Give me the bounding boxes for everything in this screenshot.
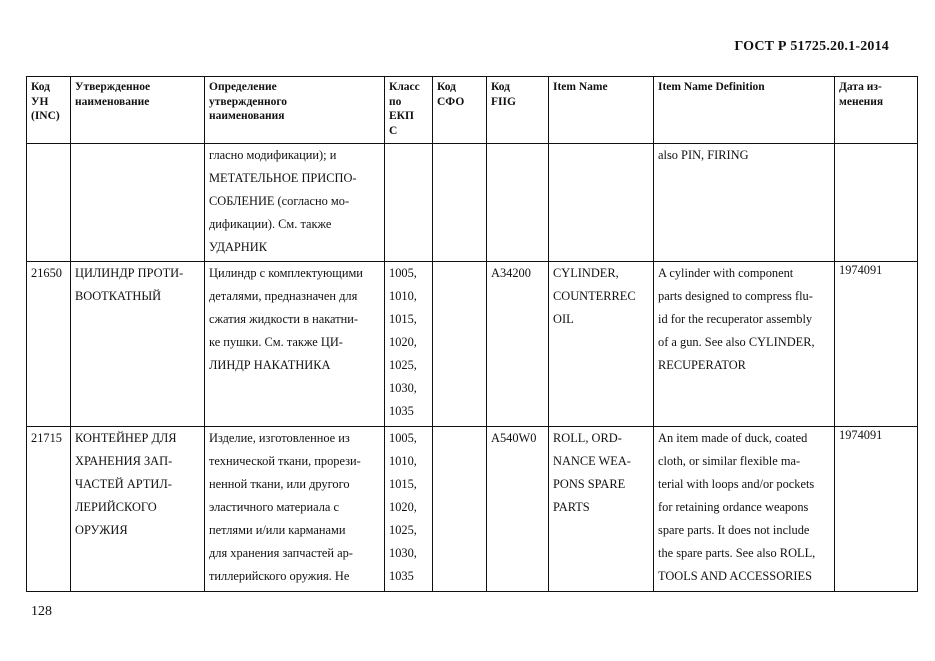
header-line: С	[389, 124, 398, 137]
cell-text-line: 1035	[389, 404, 414, 418]
cell-text-line: 1025,	[389, 523, 417, 537]
header-line: Дата из-	[839, 81, 882, 93]
cell-text-line: петлями и/или карманами	[209, 523, 346, 537]
item-def-cell	[654, 427, 835, 592]
table-row	[27, 144, 918, 262]
cell-text-line: A34200	[491, 266, 531, 280]
header-line: Item Name Definition	[658, 81, 765, 93]
cell-text-line: parts designed to compress flu-	[658, 289, 813, 303]
item-name-cell	[549, 262, 654, 427]
cell-text-line: also PIN, FIRING	[658, 148, 749, 162]
cell-text-line: TOOLS AND ACCESSORIES	[658, 569, 812, 583]
item-def-cell	[654, 262, 835, 427]
cell-text-line: OIL	[553, 312, 574, 326]
cell-text-line: A cylinder with component	[658, 266, 794, 280]
cell-text-line: 1005,	[389, 266, 417, 280]
class-cell	[385, 427, 433, 592]
cell-text-line: ВООТКАТНЫЙ	[75, 289, 162, 303]
col-approved-name-header	[71, 77, 205, 144]
inc-cell	[27, 427, 71, 592]
document-id: ГОСТ Р 51725.20.1-2014	[734, 39, 889, 54]
cell-text-line: PARTS	[553, 500, 590, 514]
cell-text-line: of a gun. See also CYLINDER,	[658, 335, 815, 349]
cell-text-line: 1010,	[389, 454, 417, 468]
approved-name-cell	[71, 427, 205, 592]
cell-text-line: ке пушки. См. также ЦИ-	[209, 335, 343, 349]
header-line: Определение	[209, 81, 277, 93]
header-line: менения	[839, 95, 884, 108]
cell-text-line: for retaining ordance weapons	[658, 500, 809, 514]
header-line: утвержденного	[209, 95, 288, 108]
cell-text-line: МЕТАТЕЛЬНОЕ ПРИСПО-	[209, 171, 357, 185]
sfo-cell	[433, 144, 487, 262]
cell-text-line: СОБЛЕНИЕ (согласно мо-	[209, 194, 350, 208]
header-line: (INC)	[31, 110, 60, 122]
col-date-header	[835, 77, 918, 144]
header-line: УН	[31, 95, 49, 108]
cell-text-line: Изделие, изготовленное из	[209, 431, 350, 445]
cell-text-line: the spare parts. See also ROLL,	[658, 546, 816, 560]
items-table	[26, 76, 918, 592]
header-line: наименования	[209, 110, 285, 122]
header-line: Код	[31, 81, 51, 93]
header-line: ЕКП	[389, 110, 414, 122]
cell-text-line: A540W0	[491, 431, 537, 445]
cell-text-line: ненной ткани, или другого	[209, 477, 350, 491]
cell-text-line: 1974091	[839, 428, 883, 442]
cell-text-line: An item made of duck, coated	[658, 431, 808, 445]
page-number: 128	[31, 604, 52, 619]
cell-text-line: Цилиндр с комплектующими	[209, 266, 363, 280]
header-line: наименование	[75, 95, 150, 108]
header-line: Утвержденное	[75, 81, 151, 93]
approved-name-cell	[71, 262, 205, 427]
header-line: Item Name	[553, 81, 608, 93]
header-line: по	[389, 95, 402, 108]
cell-text-line: 1020,	[389, 500, 417, 514]
cell-text-line: ХРАНЕНИЯ ЗАП-	[75, 454, 173, 468]
cell-text-line: RECUPERATOR	[658, 358, 746, 372]
header-line: FIIG	[491, 95, 516, 108]
cell-text-line: УДАРНИК	[209, 240, 267, 254]
inc-cell	[27, 262, 71, 427]
cell-text-line: гласно модификации); и	[209, 148, 337, 162]
col-item-name-header	[549, 77, 654, 144]
header-line: СФО	[437, 95, 465, 108]
sfo-cell	[433, 427, 487, 592]
cell-text-line: 1030,	[389, 546, 417, 560]
fiig-cell	[487, 144, 549, 262]
cell-text-line: 1035	[389, 569, 414, 583]
table-row	[27, 262, 918, 427]
cell-text-line: 1030,	[389, 381, 417, 395]
cell-text-line: 1005,	[389, 431, 417, 445]
col-definition-header	[205, 77, 385, 144]
cell-text-line: ЧАСТЕЙ АРТИЛ-	[75, 477, 172, 491]
cell-text-line: 21715	[31, 431, 62, 445]
inc-cell	[27, 144, 71, 262]
cell-text-line: дификации). См. также	[209, 217, 332, 231]
header-line: Класс	[389, 81, 420, 93]
cell-text-line: 1020,	[389, 335, 417, 349]
cell-text-line: spare parts. It does not include	[658, 523, 810, 537]
fiig-cell	[487, 427, 549, 592]
cell-text-line: КОНТЕЙНЕР ДЛЯ	[75, 431, 177, 445]
date-cell	[835, 427, 918, 592]
definition-cell	[205, 262, 385, 427]
col-inc-header	[27, 77, 71, 144]
item-name-cell	[549, 144, 654, 262]
item-name-cell	[549, 427, 654, 592]
sfo-cell	[433, 262, 487, 427]
date-cell	[835, 144, 918, 262]
cell-text-line: 1974091	[839, 263, 883, 277]
table-header-row	[27, 77, 918, 144]
cell-text-line: PONS SPARE	[553, 477, 626, 491]
table-body	[27, 144, 918, 592]
table-row	[27, 427, 918, 592]
col-sfo-header	[433, 77, 487, 144]
approved-name-cell	[71, 144, 205, 262]
cell-text-line: NANCE WEA-	[553, 454, 631, 468]
cell-text-line: cloth, or similar flexible ma-	[658, 454, 801, 468]
class-cell	[385, 144, 433, 262]
cell-text-line: ОРУЖИЯ	[75, 523, 128, 537]
cell-text-line: ЛИНДР НАКАТНИКА	[209, 358, 331, 372]
cell-text-line: 1015,	[389, 477, 417, 491]
header-line: Код	[491, 81, 511, 93]
cell-text-line: CYLINDER,	[553, 266, 619, 280]
definition-cell	[205, 144, 385, 262]
col-class-header	[385, 77, 433, 144]
cell-text-line: 21650	[31, 266, 62, 280]
cell-text-line: terial with loops and/or pockets	[658, 477, 815, 491]
col-fiig-header	[487, 77, 549, 144]
col-item-def-header	[654, 77, 835, 144]
cell-text-line: технической ткани, прорези-	[209, 454, 361, 468]
fiig-cell	[487, 262, 549, 427]
cell-text-line: ROLL, ORD-	[553, 431, 622, 445]
cell-text-line: ЦИЛИНДР ПРОТИ-	[75, 266, 184, 280]
date-cell	[835, 262, 918, 427]
item-def-cell	[654, 144, 835, 262]
definition-cell	[205, 427, 385, 592]
cell-text-line: деталями, предназначен для	[209, 289, 358, 303]
cell-text-line: тиллерийского оружия. Не	[209, 569, 350, 583]
cell-text-line: 1025,	[389, 358, 417, 372]
cell-text-line: 1010,	[389, 289, 417, 303]
header-line: Код	[437, 81, 457, 93]
cell-text-line: эластичного материала с	[209, 500, 340, 514]
cell-text-line: ЛЕРИЙСКОГО	[75, 500, 157, 514]
class-cell	[385, 262, 433, 427]
cell-text-line: COUNTERREC	[553, 289, 636, 303]
cell-text-line: для хранения запчастей ар-	[209, 546, 353, 560]
cell-text-line: сжатия жидкости в накатни-	[209, 312, 359, 326]
cell-text-line: 1015,	[389, 312, 417, 326]
cell-text-line: id for the recuperator assembly	[658, 312, 813, 326]
